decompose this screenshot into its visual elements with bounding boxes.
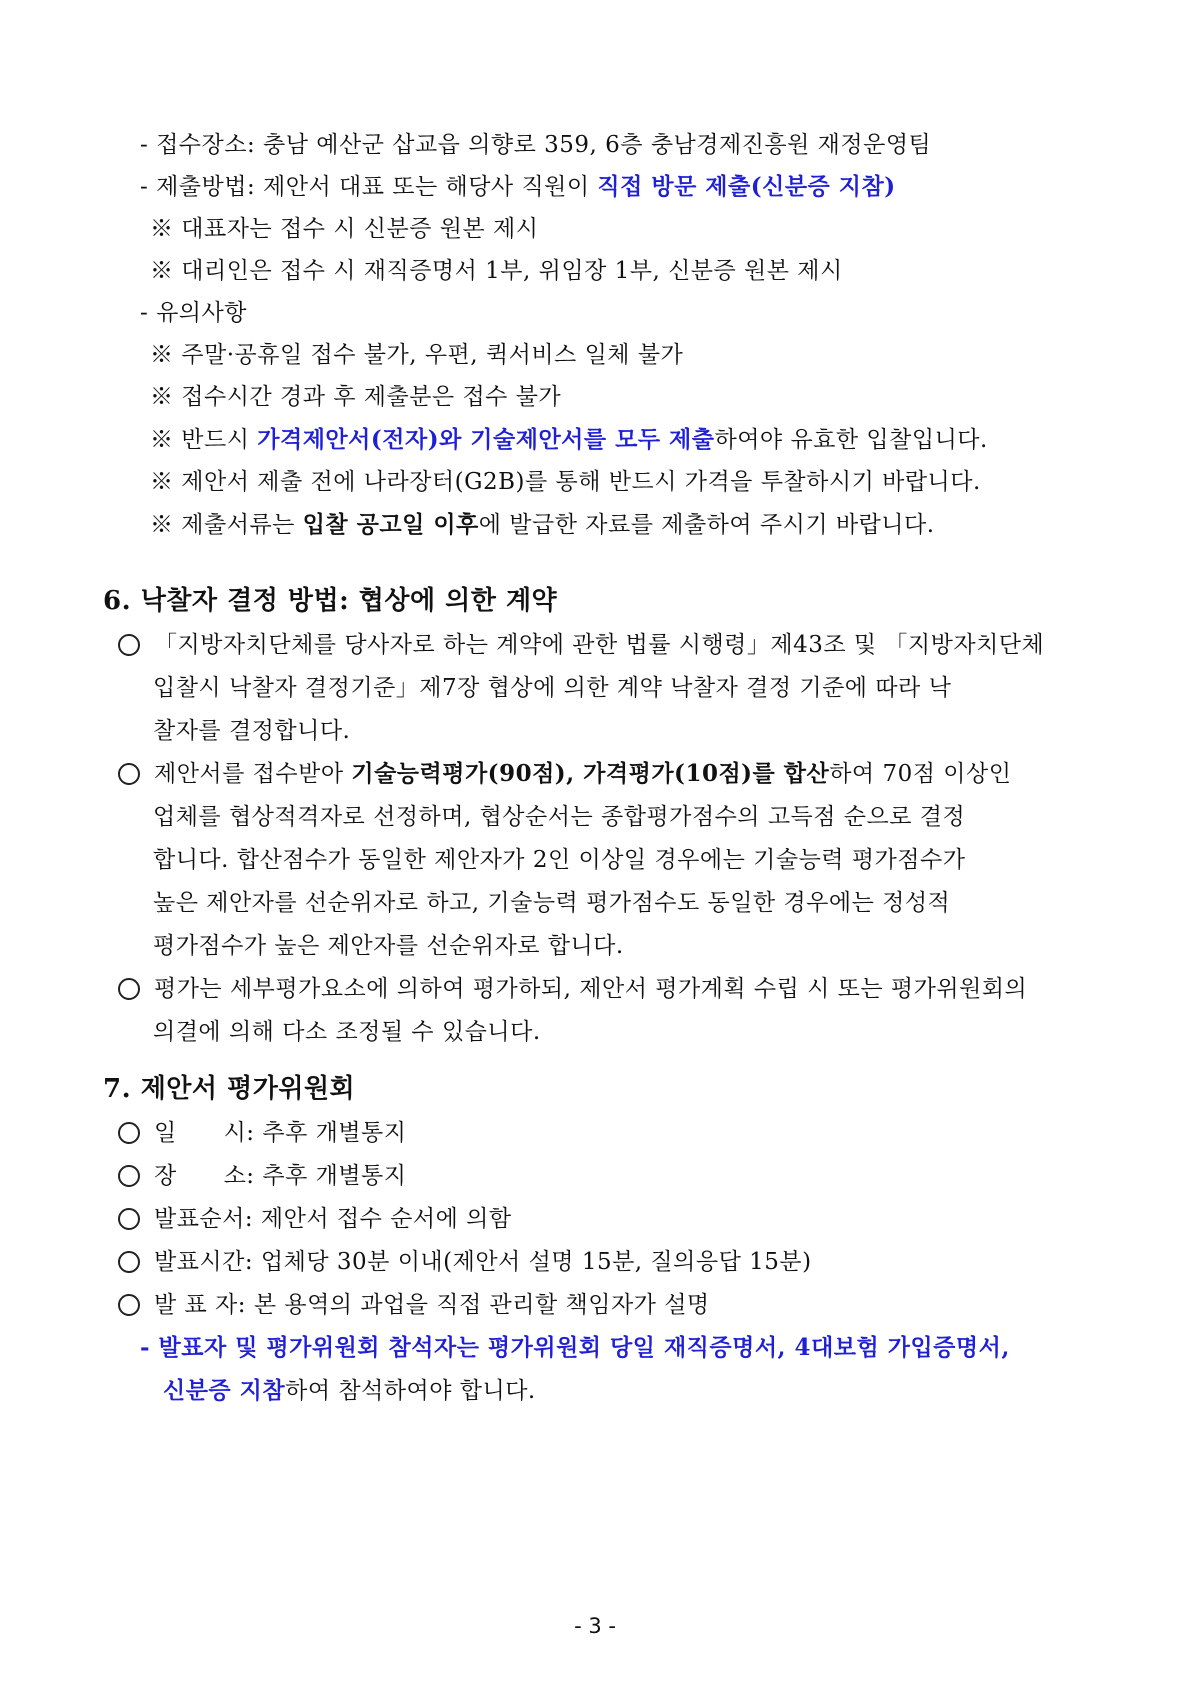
- caution-documents-bold: 입찰 공고일 이후: [302, 511, 479, 538]
- section7-item-order-text: 발표순서: 제안서 접수 순서에 의함: [154, 1206, 512, 1232]
- note-agent: ※ 대리인은 접수 시 재직증명서 1부, 위임장 1부, 신분증 원본 제시: [150, 258, 843, 284]
- circle-bullet-icon: [118, 1251, 140, 1273]
- page-number: - 3 -: [574, 1614, 616, 1638]
- section6-para2-bold: 기술능력평가(90점), 가격평가(10점)를 합산: [351, 760, 830, 787]
- circle-bullet-icon: [118, 763, 140, 785]
- note-representative: ※ 대표자는 접수 시 신분증 원본 제시: [150, 216, 539, 242]
- submission-method-highlight: 직접 방문 제출(신분증 지참): [597, 173, 896, 200]
- section6-para1-line1-text: 「지방자치단체를 당사자로 하는 계약에 관한 법률 시행령」제43조 및 「지방자치단체: [154, 632, 1045, 658]
- section7-item-presenter: [118, 1290, 710, 1320]
- caution-both-suffix: 하여야 유효한 입찰입니다.: [714, 427, 988, 453]
- caution-documents-prefix: ※ 제출서류는: [150, 512, 303, 538]
- circle-bullet-icon: [118, 634, 140, 656]
- circle-bullet-icon: [118, 1208, 140, 1230]
- section6-para2-line5: 평가점수가 높은 제안자를 선순위자로 합니다.: [153, 933, 624, 959]
- circle-bullet-icon: [118, 1122, 140, 1144]
- section7-item-place-text: 장 소: 추후 개별통지: [154, 1163, 407, 1189]
- caution-both-proposals: [150, 425, 988, 455]
- circle-bullet-icon: [118, 1165, 140, 1187]
- circle-bullet-icon: [118, 978, 140, 1000]
- submission-method-text: - 제출방법: 제안서 대표 또는 해당사 직원이: [140, 174, 598, 200]
- section7-note-suffix: 하여 참석하여야 합니다.: [285, 1378, 536, 1404]
- caution-both-prefix: ※ 반드시: [150, 427, 258, 453]
- section7-item-date-text: 일 시: 추후 개별통지: [154, 1120, 407, 1146]
- section6-para1-line2: 입찰시 낙찰자 결정기준」제7장 협상에 의한 계약 낙찰자 결정 기준에 따라 낙: [153, 675, 952, 701]
- section7-item-order: [118, 1204, 512, 1234]
- section6-heading: 6. 낙찰자 결정 방법: 협상에 의한 계약: [103, 586, 558, 616]
- submission-method: [140, 172, 896, 202]
- caution-title: - 유의사항: [140, 300, 247, 326]
- caution-holiday: ※ 주말·공휴일 접수 불가, 우편, 퀵서비스 일체 불가: [150, 342, 684, 368]
- section6-para1-line3: 찰자를 결정합니다.: [153, 718, 351, 744]
- submission-place: - 접수장소: 충남 예산군 삽교읍 의향로 359, 6층 충남경제진흥원 재정운영팀: [140, 132, 932, 158]
- section6-para3-line2: 의결에 의해 다소 조정될 수 있습니다.: [153, 1019, 541, 1045]
- caution-g2b: ※ 제안서 제출 전에 나라장터(G2B)를 통해 반드시 가격을 투찰하시기 바랍니다.: [150, 469, 981, 495]
- caution-both-highlight: 가격제안서(전자)와 기술제안서를 모두 제출: [257, 426, 715, 453]
- section7-heading: 7. 제안서 평가위원회: [103, 1074, 356, 1104]
- caution-documents: [150, 510, 935, 540]
- section6-para2-line4: 높은 제안자를 선순위자로 하고, 기술능력 평가점수도 동일한 경우에는 정성적: [153, 890, 951, 916]
- section7-note-highlight: 신분증 지참: [163, 1377, 286, 1404]
- section6-para2-line2: 업체를 협상적격자로 선정하며, 협상순서는 종합평가점수의 고득점 순으로 결정: [153, 804, 966, 830]
- section6-para2-line3: 합니다. 합산점수가 동일한 제안자가 2인 이상일 경우에는 기술능력 평가점수가: [153, 847, 966, 873]
- section7-note-line2: [163, 1376, 536, 1406]
- section6-para3-line1-text: 평가는 세부평가요소에 의하여 평가하되, 제안서 평가계획 수립 시 또는 평가위원회의: [154, 976, 1028, 1002]
- circle-bullet-icon: [118, 1294, 140, 1316]
- section6-para2-line1: [118, 759, 1011, 789]
- section7-item-time: [118, 1247, 812, 1277]
- section6-para2-prefix: 제안서를 접수받아: [154, 761, 352, 787]
- section7-item-presenter-text: 발 표 자: 본 용역의 과업을 직접 관리할 책임자가 설명: [154, 1292, 710, 1318]
- section6-para1-line1: [118, 630, 1044, 660]
- section7-item-time-text: 발표시간: 업체당 30분 이내(제안서 설명 15분, 질의응답 15분): [154, 1249, 812, 1275]
- section7-note-line1: - 발표자 및 평가위원회 참석자는 평가위원회 당일 재직증명서, 4대보험 가입증명서,: [140, 1334, 1010, 1361]
- section7-item-place: [118, 1161, 406, 1191]
- caution-documents-suffix: 에 발급한 자료를 제출하여 주시기 바랍니다.: [478, 512, 935, 538]
- section6-para2-suffix: 하여 70점 이상인: [829, 761, 1012, 787]
- section7-item-date: [118, 1118, 406, 1148]
- caution-late: ※ 접수시간 경과 후 제출분은 접수 불가: [150, 384, 562, 410]
- section6-para3-line1: [118, 974, 1027, 1004]
